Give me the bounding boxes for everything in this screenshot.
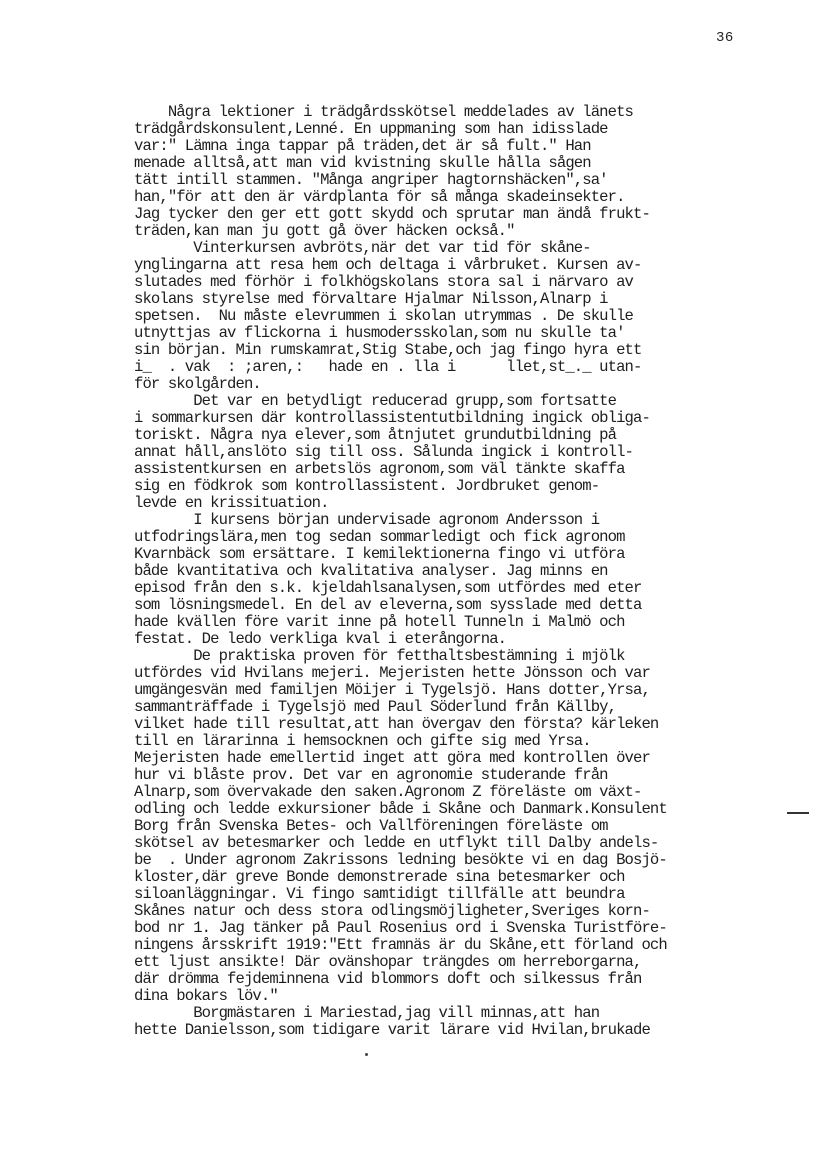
text-line: hur vi blåste prov. Det var en agronomie studerande från [134, 766, 608, 784]
text-line: utfodringslära,men tog sedan sommarledigt och fick agronom [134, 528, 625, 546]
margin-dash-mark [787, 812, 809, 814]
text-line: hette Danielsson,som tidigare varit lärare vid Hvilan,brukade [134, 1021, 650, 1039]
text-line: De praktiska proven för fetthaltsbestämning i mjölk [134, 647, 625, 665]
text-line: Alnarp,som övervakade den saken.Agronom Z föreläste om växt- [134, 783, 642, 801]
text-line: episod från den s.k. kjeldahlsanalysen,som utfördes med eter [134, 579, 642, 597]
text-line: utnyttjas av flickorna i husmodersskolan,som nu skulle ta' [134, 324, 625, 342]
text-line: spetsen. Nu måste elevrummen i skolan utrymmas . De skulle [134, 307, 634, 325]
text-line: skötsel av betesmarker och ledde en utflykt till Dalby andels- [134, 834, 659, 852]
document-body [134, 104, 774, 1039]
text-line: sin början. Min rumskamrat,Stig Stabe,och jag fingo hyra ett [134, 341, 642, 359]
text-line: ynglingarna att resa hem och deltaga i vårbruket. Kursen av- [134, 256, 642, 274]
text-line: Borg från Svenska Betes- och Vallföreningen föreläste om [134, 817, 608, 835]
text-line: I kursens början undervisade agronom Andersson i [134, 511, 600, 529]
text-line: odling och ledde exkursioner både i Skåne och Danmark.Konsulent [134, 800, 667, 818]
page-number: 36 [716, 30, 734, 46]
text-line: bod nr 1. Jag tänker på Paul Rosenius ord i Svenska Turistföre- [134, 919, 667, 937]
text-line: vilket hade till resultat,att han övergav den första? kärleken [134, 715, 659, 733]
text-line: toriskt. Några nya elever,som åtnjutet grundutbildning på [134, 426, 617, 444]
text-line: Det var en betydligt reducerad grupp,som fortsatte [134, 392, 617, 410]
text-line: ett ljust ansikte! Där ovänshopar trängdes om herreborgarna, [134, 953, 642, 971]
text-line: ningens årsskrift 1919:"Ett framnäs är du Skåne,ett förland och [134, 936, 667, 954]
text-line: träden,kan man ju gott gå över häcken också." [134, 222, 515, 240]
text-line: festat. De ledo verkliga kval i eterångorna. [134, 630, 507, 648]
stray-ink-dot [365, 1053, 368, 1056]
text-line: Kvarnbäck som ersättare. I kemilektionerna fingo vi utföra [134, 545, 625, 563]
text-line: för skolgården. [134, 375, 261, 393]
text-line: där drömma fejdeminnena vid blommors doft och silkessus från [134, 970, 642, 988]
text-line: slutades med förhör i folkhögskolans stora sal i närvaro av [134, 273, 634, 291]
text-line: Borgmästaren i Mariestad,jag vill minnas,att han [134, 1004, 600, 1022]
text-line: till en lärarinna i hemsocknen och gifte sig med Yrsa. [134, 732, 591, 750]
text-line: i sommarkursen där kontrollassistentutbildning ingick obliga- [134, 409, 650, 427]
text-line: kloster,där greve Bonde demonstrerade sina betesmarker och [134, 868, 625, 886]
text-line: som lösningsmedel. En del av eleverna,som sysslade med detta [134, 596, 642, 614]
text-line: var:" Lämna inga tappar på träden,det är så fult." Han [134, 137, 591, 155]
text-line: han,"för att den är värdplanta för så många skadeinsekter. [134, 188, 625, 206]
text-line: trädgårdskonsulent,Lenné. En uppmaning som han idisslade [134, 120, 608, 138]
text-line: annat håll,anslöto sig till oss. Sålunda ingick i kontroll- [134, 443, 634, 461]
text-line: siloanläggningar. Vi fingo samtidigt tillfälle att beundra [134, 885, 625, 903]
text-line: be . Under agronom Zakrissons ledning besökte vi en dag Bosjö- [134, 851, 667, 869]
text-line: både kvantitativa och kvalitativa analyser. Jag minns en [134, 562, 608, 580]
text-line: Mejeristen hade emellertid inget att göra med kontrollen över [134, 749, 650, 767]
text-line: skolans styrelse med förvaltare Hjalmar Nilsson,Alnarp i [134, 290, 608, 308]
text-line: levde en krissituation. [134, 494, 329, 512]
text-line: umgängesvän med familjen Möijer i Tygelsjö. Hans dotter,Yrsa, [134, 681, 650, 699]
text-line: sig en födkrok som kontrollassistent. Jordbruket genom- [134, 477, 600, 495]
text-line: utfördes vid Hvilans mejeri. Mejeristen hette Jönsson och var [134, 664, 650, 682]
text-line: Några lektioner i trädgårdsskötsel meddelades av länets [134, 103, 634, 121]
text-line: assistentkursen en arbetslös agronom,som väl tänkte skaffa [134, 460, 625, 478]
text-line: tätt intill stammen. "Många angriper hagtornshäcken",sa' [134, 171, 608, 189]
text-line: Vinterkursen avbröts,när det var tid för skåne- [134, 239, 591, 257]
text-line: i_ . vak : ;aren,: hade en . lla i llet,st_._ utan- [134, 358, 642, 376]
text-line: Jag tycker den ger ett gott skydd och sprutar man ändå frukt- [134, 205, 650, 223]
text-line: dina bokars löv." [134, 987, 278, 1005]
text-line: sammanträffade i Tygelsjö med Paul Söderlund från Källby, [134, 698, 617, 716]
text-line: menade alltså,att man vid kvistning skulle hålla sågen [134, 154, 591, 172]
text-line: Skånes natur och dess stora odlingsmöjligheter,Sveriges korn- [134, 902, 650, 920]
text-line: hade kvällen före varit inne på hotell Tunneln i Malmö och [134, 613, 625, 631]
